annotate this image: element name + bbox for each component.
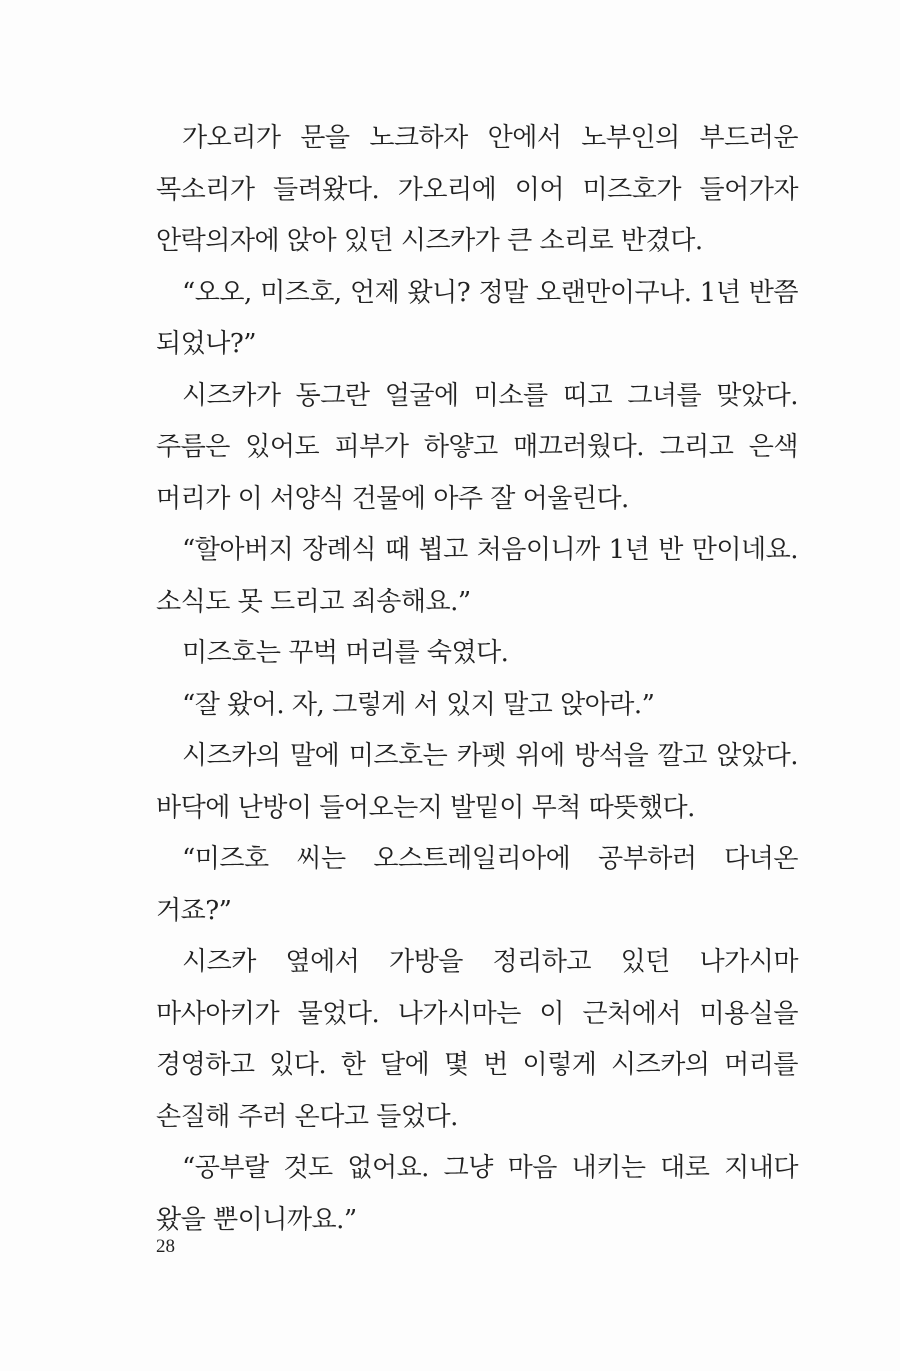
paragraph: “미즈호 씨는 오스트레일리아에 공부하러 다녀온 거죠?”	[156, 844, 798, 926]
paragraph: “잘 왔어. 자, 그렇게 서 있지 말고 앉아라.”	[182, 689, 655, 720]
paragraph: 시즈카 옆에서 가방을 정리하고 있던 나가시마 마사아키가 물었다. 나가시마는 이 근처에서 미용실을 경영하고 있다. 한 달에 몇 번 이렇게 시즈카의 머리를 손질해 주러 온다고 들었다.	[156, 947, 798, 1132]
page-number: 28	[156, 1236, 175, 1257]
paragraph: “오오, 미즈호, 언제 왔니? 정말 오랜만이구나. 1년 반쯤 되었나?”	[156, 277, 798, 359]
paragraph: 미즈호는 꾸벅 머리를 숙였다.	[182, 638, 509, 668]
body-text	[156, 113, 798, 1246]
paragraph: “공부랄 것도 없어요. 그냥 마음 내키는 대로 지내다 왔을 뿐이니까요.”	[156, 1153, 798, 1235]
paragraph: 시즈카가 동그란 얼굴에 미소를 띠고 그녀를 맞았다. 주름은 있어도 피부가 하얗고 매끄러웠다. 그리고 은색 머리가 이 서양식 건물에 아주 잘 어울린다.	[156, 380, 798, 514]
paragraph: “할아버지 장례식 때 뵙고 처음이니까 1년 반 만이네요. 소식도 못 드리고 죄송해요.”	[156, 535, 798, 617]
paragraph: 가오리가 문을 노크하자 안에서 노부인의 부드러운 목소리가 들려왔다. 가오리에 이어 미즈호가 들어가자 안락의자에 앉아 있던 시즈카가 큰 소리로 반겼다.	[156, 123, 798, 256]
paragraph: 시즈카의 말에 미즈호는 카펫 위에 방석을 깔고 앉았다. 바닥에 난방이 들어오는지 발밑이 무척 따뜻했다.	[156, 741, 798, 823]
